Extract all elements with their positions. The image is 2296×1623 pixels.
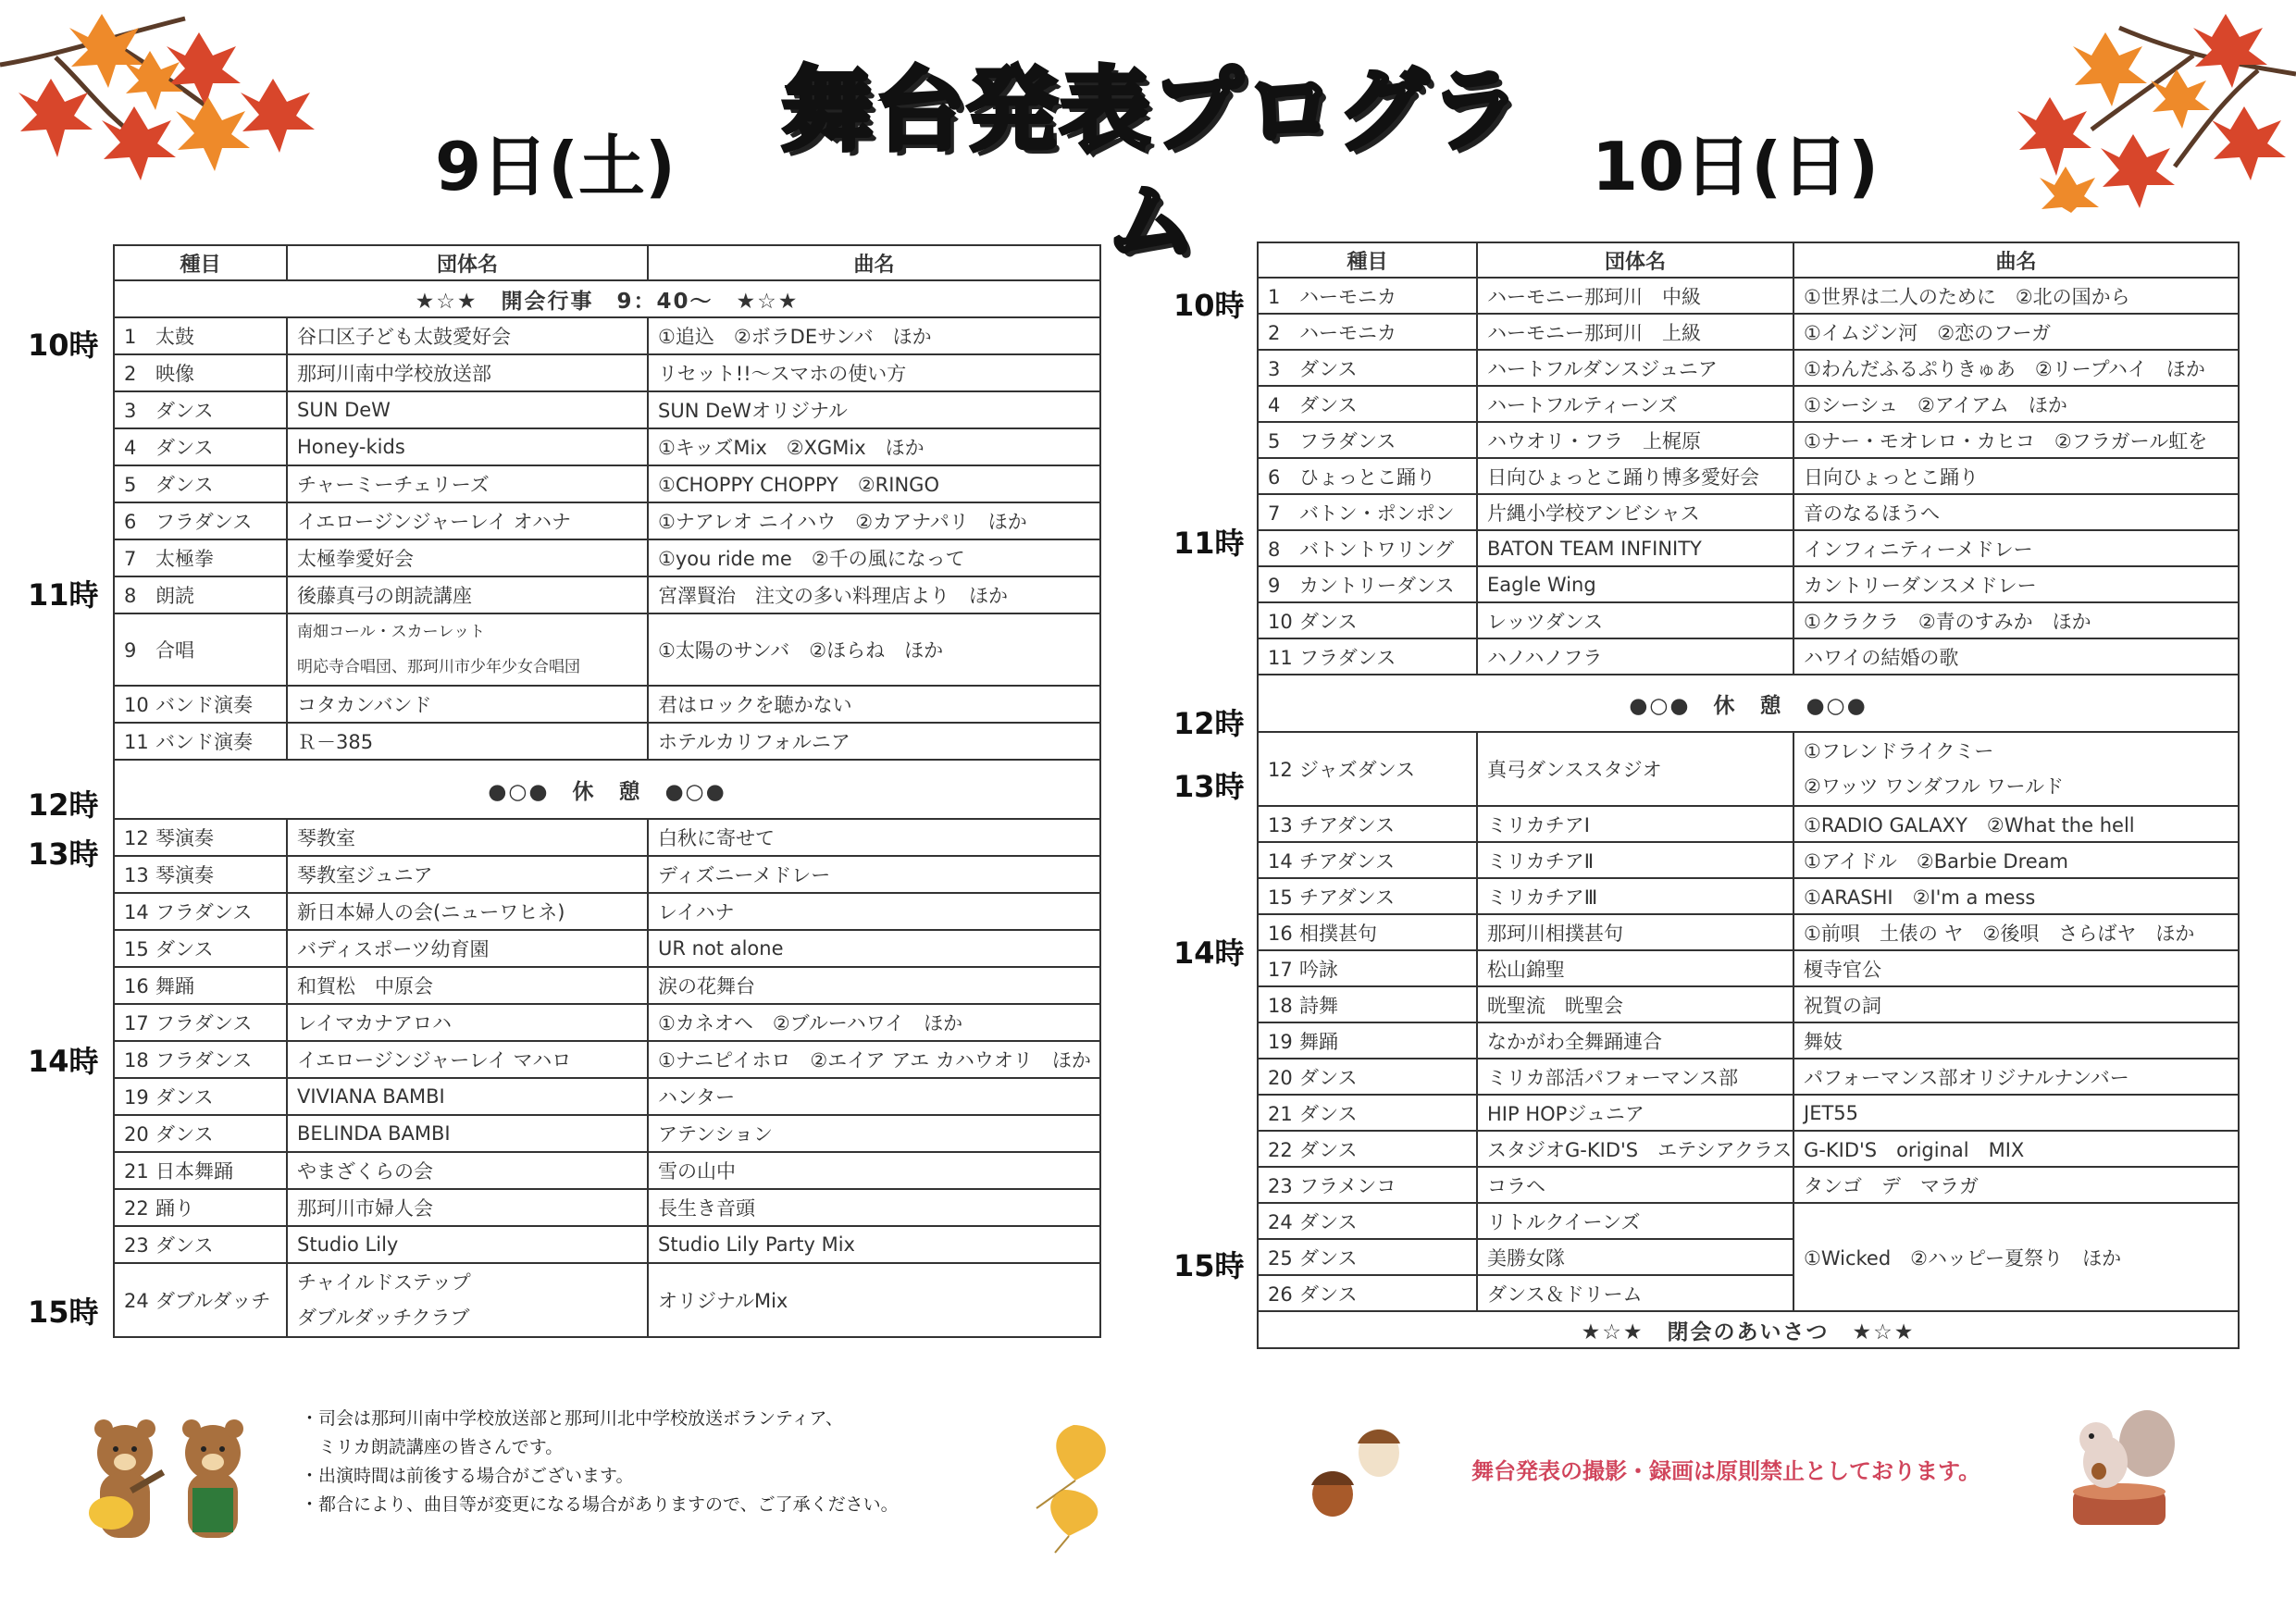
- table-row: [1258, 1203, 2239, 1239]
- note-line: ・出演時間は前後する場合がございます。: [301, 1466, 634, 1486]
- row-song: ①キッズMix ②XGMix ほか: [648, 428, 1100, 465]
- row-group: 那珂川市婦人会: [287, 1189, 648, 1226]
- table-row: [1258, 386, 2239, 422]
- table-row: [114, 856, 1100, 893]
- row-genre: 18 詩舞: [1258, 986, 1477, 1022]
- row-genre: 7 太極拳: [114, 539, 287, 576]
- row-genre: 22 ダンス: [1258, 1131, 1477, 1167]
- table-row: [114, 576, 1100, 613]
- table-row: [1258, 530, 2239, 566]
- row-group: レイマカナアロハ: [287, 1004, 648, 1041]
- row-group: Honey-kids: [287, 428, 648, 465]
- row-genre: 17 吟詠: [1258, 950, 1477, 986]
- row-song: オリジナルMix: [648, 1263, 1100, 1337]
- row-genre: 19 ダンス: [114, 1078, 287, 1115]
- opening-ceremony: ★☆★ 開会行事 9：40～ ★☆★: [114, 280, 1100, 317]
- row-song: ①you ride me ②千の風になって: [648, 539, 1100, 576]
- table-row: [114, 1152, 1100, 1189]
- row-genre: 11 フラダンス: [1258, 638, 1477, 675]
- row-song: カントリーダンスメドレー: [1793, 566, 2239, 602]
- row-group: 太極拳愛好会: [287, 539, 648, 576]
- table-row: [114, 613, 1100, 686]
- table-row: [114, 1004, 1100, 1041]
- day2-final-rows: [1258, 1203, 2239, 1311]
- row-song: ①RADIO GALAXY ②What the hell: [1793, 806, 2239, 842]
- table-row: [114, 723, 1100, 760]
- ginkgo-leaves-decoration: [1018, 1416, 1120, 1555]
- row-group: ハノハノフラ: [1477, 638, 1793, 675]
- row-genre: 4 ダンス: [114, 428, 287, 465]
- table-row: [114, 686, 1100, 723]
- row-group: 南畑コール・スカーレット 明応寺合唱団、那珂川市少年少女合唱団: [287, 613, 648, 686]
- table-row: [114, 967, 1100, 1004]
- acorns-decoration: [1300, 1416, 1411, 1527]
- row-group: 松山錦聖: [1477, 950, 1793, 986]
- row-genre: 17 フラダンス: [114, 1004, 287, 1041]
- table-row: [114, 1041, 1100, 1078]
- row-song: 日向ひょっとこ踊り: [1793, 458, 2239, 494]
- row-genre: 20 ダンス: [1258, 1059, 1477, 1095]
- row-genre: 26 ダンス: [1258, 1275, 1477, 1311]
- table-row: [1258, 914, 2239, 950]
- table-row: [1258, 1167, 2239, 1203]
- table-row: [1258, 278, 2239, 314]
- row-group: ミリカチアⅡ: [1477, 842, 1793, 878]
- day2-program-table: [1257, 242, 2240, 1349]
- row-song: 榎寺官公: [1793, 950, 2239, 986]
- table-row: [114, 539, 1100, 576]
- day1-hour-11: 11時: [28, 577, 99, 613]
- row-song: ①世界は二人のために ②北の国から: [1793, 278, 2239, 314]
- table-row: [1258, 566, 2239, 602]
- row-song: SUN DeWオリジナル: [648, 391, 1100, 428]
- row-group: Studio Lily: [287, 1226, 648, 1263]
- row-song: Studio Lily Party Mix: [648, 1226, 1100, 1263]
- row-song: ①クラクラ ②青のすみか ほか: [1793, 602, 2239, 638]
- row-group: ミリカチアⅢ: [1477, 878, 1793, 914]
- row-genre: 7 バトン・ポンポン: [1258, 494, 1477, 530]
- row-group: 晄聖流 晄聖会: [1477, 986, 1793, 1022]
- row-song: 君はロックを聴かない: [648, 686, 1100, 723]
- row-song: ①ナニピイホロ ②エイア アエ カハウオリ ほか: [648, 1041, 1100, 1078]
- table-row: [1258, 986, 2239, 1022]
- day2-morning-rows: [1258, 278, 2239, 675]
- row-genre: 14 チアダンス: [1258, 842, 1477, 878]
- footer-notes: [301, 1405, 899, 1519]
- day1-morning-rows: [114, 317, 1100, 760]
- day2-hour-14: 14時: [1173, 935, 1245, 971]
- row-genre: 3 ダンス: [1258, 350, 1477, 386]
- day2-hour-13: 13時: [1173, 769, 1245, 804]
- day1-hour-15: 15時: [28, 1295, 99, 1330]
- day1-hour-13: 13時: [28, 836, 99, 872]
- row-genre: 1 太鼓: [114, 317, 287, 354]
- note-line: ミリカ朗読講座の皆さんです。: [301, 1437, 564, 1457]
- row-genre: 2 ハーモニカ: [1258, 314, 1477, 350]
- table-row: [1258, 732, 2239, 806]
- row-song: ①シーシュ ②アイアム ほか: [1793, 386, 2239, 422]
- row-genre: 3 ダンス: [114, 391, 287, 428]
- row-song: 音のなるほうへ: [1793, 494, 2239, 530]
- row-group: イエロージンジャーレイ オハナ: [287, 502, 648, 539]
- bears-illustration: [74, 1416, 268, 1545]
- row-group: BATON TEAM INFINITY: [1477, 530, 1793, 566]
- row-genre: 11 バンド演奏: [114, 723, 287, 760]
- table-row: [114, 893, 1100, 930]
- row-genre: 4 ダンス: [1258, 386, 1477, 422]
- table-row: [1258, 878, 2239, 914]
- row-group: なかがわ全舞踊連合: [1477, 1022, 1793, 1059]
- day2-hour-11: 11時: [1173, 526, 1245, 561]
- row-group: ミリカチアⅠ: [1477, 806, 1793, 842]
- table-row: [1258, 1131, 2239, 1167]
- row-song: インフィニティーメドレー: [1793, 530, 2239, 566]
- day1-program-table: [113, 244, 1101, 1338]
- row-genre: 10 バンド演奏: [114, 686, 287, 723]
- table-row: [114, 391, 1100, 428]
- row-song: ①前唄 土俵の ヤ ②後唄 さらばヤ ほか: [1793, 914, 2239, 950]
- row-genre: 5 フラダンス: [1258, 422, 1477, 458]
- row-genre: 9 合唱: [114, 613, 287, 686]
- row-group: チャイルドステップ ダブルダッチクラブ: [287, 1263, 648, 1337]
- row-song: レイハナ: [648, 893, 1100, 930]
- row-group: ダンス＆ドリーム: [1477, 1275, 1793, 1311]
- row-group: ハーモニー那珂川 上級: [1477, 314, 1793, 350]
- squirrel-illustration: [2054, 1406, 2184, 1527]
- row-group: コタカンバンド: [287, 686, 648, 723]
- row-genre: 22 踊り: [114, 1189, 287, 1226]
- row-song: ①アイドル ②Barbie Dream: [1793, 842, 2239, 878]
- table-row: [114, 1189, 1100, 1226]
- table-row: [1258, 806, 2239, 842]
- day1-hour-12: 12時: [28, 787, 99, 823]
- row-genre: 13 チアダンス: [1258, 806, 1477, 842]
- row-group: SUN DeW: [287, 391, 648, 428]
- row-genre: 23 フラメンコ: [1258, 1167, 1477, 1203]
- row-genre: 21 ダンス: [1258, 1095, 1477, 1131]
- row-group: ハートフルティーンズ: [1477, 386, 1793, 422]
- row-song: 白秋に寄せて: [648, 819, 1100, 856]
- row-song: ①追込 ②ボラDEサンバ ほか: [648, 317, 1100, 354]
- row-song: リセット!!～スマホの使い方: [648, 354, 1100, 391]
- table-row: [114, 1263, 1100, 1337]
- row-song: ①ナアレオ ニイハウ ②カアナパリ ほか: [648, 502, 1100, 539]
- row-song: JET55: [1793, 1095, 2239, 1131]
- table-row: [114, 1078, 1100, 1115]
- row-song: ①カネオヘ ②ブルーハワイ ほか: [648, 1004, 1100, 1041]
- row-group: イエロージンジャーレイ マハロ: [287, 1041, 648, 1078]
- row-genre: 15 チアダンス: [1258, 878, 1477, 914]
- row-song: パフォーマンス部オリジナルナンバー: [1793, 1059, 2239, 1095]
- row-group: ハウオリ・フラ 上梶原: [1477, 422, 1793, 458]
- row-genre: 24 ダンス: [1258, 1203, 1477, 1239]
- table-row: [114, 354, 1100, 391]
- row-song: ディズニーメドレー: [648, 856, 1100, 893]
- row-song: 宮澤賢治 注文の多い料理店より ほか: [648, 576, 1100, 613]
- row-group: 真弓ダンススタジオ: [1477, 732, 1793, 806]
- row-group: 後藤真弓の朗読講座: [287, 576, 648, 613]
- row-song: ホテルカリフォルニア: [648, 723, 1100, 760]
- row-genre: 9 カントリーダンス: [1258, 566, 1477, 602]
- table-row: [114, 428, 1100, 465]
- row-song: ハワイの結婚の歌: [1793, 638, 2239, 675]
- day2-afternoon-rows: [1258, 806, 2239, 1203]
- row-group: リトルクイーンズ: [1477, 1203, 1793, 1239]
- row-genre: 2 映像: [114, 354, 287, 391]
- page-title: 舞台発表プログラム: [781, 58, 1522, 275]
- row-song: ハンター: [648, 1078, 1100, 1115]
- table-row: [1258, 458, 2239, 494]
- day1-break: ●○● 休 憩 ●○●: [114, 760, 1100, 819]
- table-row: [1258, 350, 2239, 386]
- row-genre: 25 ダンス: [1258, 1239, 1477, 1275]
- day1-hour-10: 10時: [28, 328, 99, 363]
- row-group: 新日本婦人の会(ニューワヒネ): [287, 893, 648, 930]
- row-group: VIVIANA BAMBI: [287, 1078, 648, 1115]
- row-genre: 23 ダンス: [114, 1226, 287, 1263]
- header-genre: 種目: [114, 245, 287, 280]
- row-group: Eagle Wing: [1477, 566, 1793, 602]
- row-genre: 5 ダンス: [114, 465, 287, 502]
- row-group: ミリカ部活パフォーマンス部: [1477, 1059, 1793, 1095]
- row-genre: 6 フラダンス: [114, 502, 287, 539]
- row-group: バディスポーツ幼育園: [287, 930, 648, 967]
- table-row: [114, 930, 1100, 967]
- row-song: 祝賀の詞: [1793, 986, 2239, 1022]
- header-group: 団体名: [1477, 242, 1793, 278]
- row-group: 日向ひょっとこ踊り博多愛好会: [1477, 458, 1793, 494]
- table-row: [114, 317, 1100, 354]
- table-row: [1258, 1022, 2239, 1059]
- table-row: [1258, 422, 2239, 458]
- table-row: [1258, 638, 2239, 675]
- row-genre: 18 フラダンス: [114, 1041, 287, 1078]
- row-group: Ｒ－385: [287, 723, 648, 760]
- day2-hour-10: 10時: [1173, 288, 1245, 323]
- row-group: ハートフルダンスジュニア: [1477, 350, 1793, 386]
- day2-heading: 10日(日): [1592, 128, 1880, 205]
- table-row: [1258, 842, 2239, 878]
- row-song: 雪の山中: [648, 1152, 1100, 1189]
- note-line: ・都合により、曲目等が変更になる場合がありますので、ご了承ください。: [301, 1494, 899, 1515]
- row-genre: 16 舞踊: [114, 967, 287, 1004]
- row-group: 谷口区子ども太鼓愛好会: [287, 317, 648, 354]
- maple-leaves-left-decoration: [0, 0, 333, 185]
- day2-hour-12: 12時: [1173, 706, 1245, 741]
- table-row: [1258, 950, 2239, 986]
- row-song: アテンション: [648, 1115, 1100, 1152]
- row-genre: 12 琴演奏: [114, 819, 287, 856]
- row-group: チャーミーチェリーズ: [287, 465, 648, 502]
- row-genre: 20 ダンス: [114, 1115, 287, 1152]
- row-song: 長生き音頭: [648, 1189, 1100, 1226]
- row-song: タンゴ デ マラガ: [1793, 1167, 2239, 1203]
- row-song: 舞妓: [1793, 1022, 2239, 1059]
- row-genre: 19 舞踊: [1258, 1022, 1477, 1059]
- row-group: ハーモニー那珂川 中級: [1477, 278, 1793, 314]
- day1-afternoon-rows: [114, 819, 1100, 1337]
- row-song: ①ARASHI ②I'm a mess: [1793, 878, 2239, 914]
- row-genre: 15 ダンス: [114, 930, 287, 967]
- row-song: ①わんだふるぷりきゅあ ②リープハイ ほか: [1793, 350, 2239, 386]
- row-group: HIP HOPジュニア: [1477, 1095, 1793, 1131]
- row-group: レッツダンス: [1477, 602, 1793, 638]
- row-song: ①フレンドライクミー ②ワッツ ワンダフル ワールド: [1793, 732, 2239, 806]
- table-row: [1258, 1059, 2239, 1095]
- row-group: やまざくらの会: [287, 1152, 648, 1189]
- row-song: ①Wicked ②ハッピー夏祭り ほか: [1793, 1203, 2239, 1311]
- row-group: 那珂川南中学校放送部: [287, 354, 648, 391]
- day2-hour-15: 15時: [1173, 1248, 1245, 1283]
- row-group: BELINDA BAMBI: [287, 1115, 648, 1152]
- day2-break: ●○● 休 憩 ●○●: [1258, 675, 2239, 732]
- closing-remarks: ★☆★ 閉会のあいさつ ★☆★: [1258, 1311, 2239, 1348]
- header-song: 曲名: [648, 245, 1100, 280]
- maple-leaves-right-decoration: [1980, 0, 2296, 213]
- table-row: [114, 1226, 1100, 1263]
- row-genre: 1 ハーモニカ: [1258, 278, 1477, 314]
- table-row: [114, 465, 1100, 502]
- row-genre: 10 ダンス: [1258, 602, 1477, 638]
- row-genre: 24 ダブルダッチ: [114, 1263, 287, 1337]
- row-genre: 8 朗読: [114, 576, 287, 613]
- table-row: [114, 502, 1100, 539]
- row-genre: 13 琴演奏: [114, 856, 287, 893]
- header-group: 団体名: [287, 245, 648, 280]
- note-line: ・司会は那珂川南中学校放送部と那珂川北中学校放送ボランティア、: [301, 1408, 843, 1429]
- day1-hour-14: 14時: [28, 1044, 99, 1079]
- row-genre: 21 日本舞踊: [114, 1152, 287, 1189]
- row-group: 美勝女隊: [1477, 1239, 1793, 1275]
- row-song: ①CHOPPY CHOPPY ②RINGO: [648, 465, 1100, 502]
- table-row: [1258, 602, 2239, 638]
- table-row: [1258, 1095, 2239, 1131]
- header-genre: 種目: [1258, 242, 1477, 278]
- row-genre: 16 相撲甚句: [1258, 914, 1477, 950]
- row-song: ①太陽のサンバ ②ほらね ほか: [648, 613, 1100, 686]
- row-genre: 12 ジャズダンス: [1258, 732, 1477, 806]
- row-group: 琴教室ジュニア: [287, 856, 648, 893]
- row-genre: 8 バトントワリング: [1258, 530, 1477, 566]
- row-group: 琴教室: [287, 819, 648, 856]
- row-group: 那珂川相撲甚句: [1477, 914, 1793, 950]
- row-song: ①ナー・モオレロ・カヒコ ②フラガール虹を: [1793, 422, 2239, 458]
- header-song: 曲名: [1793, 242, 2239, 278]
- day1-heading: 9日(土): [435, 128, 676, 205]
- table-row: [1258, 314, 2239, 350]
- row-genre: 14 フラダンス: [114, 893, 287, 930]
- table-row: [1258, 494, 2239, 530]
- row-song: 涙の花舞台: [648, 967, 1100, 1004]
- row-genre: 6 ひょっとこ踊り: [1258, 458, 1477, 494]
- row-group: 片縄小学校アンビシャス: [1477, 494, 1793, 530]
- no-recording-warning: 舞台発表の撮影・録画は原則禁止としております。: [1471, 1458, 1981, 1484]
- row-group: スタジオG-KID'S エテシアクラス: [1477, 1131, 1793, 1167]
- row-song: G-KID'S original MIX: [1793, 1131, 2239, 1167]
- table-row: [114, 819, 1100, 856]
- row-song: UR not alone: [648, 930, 1100, 967]
- row-song: ①イムジン河 ②恋のフーガ: [1793, 314, 2239, 350]
- row-group: 和賀松 中原会: [287, 967, 648, 1004]
- table-row: [114, 1115, 1100, 1152]
- row-group: コラヘ: [1477, 1167, 1793, 1203]
